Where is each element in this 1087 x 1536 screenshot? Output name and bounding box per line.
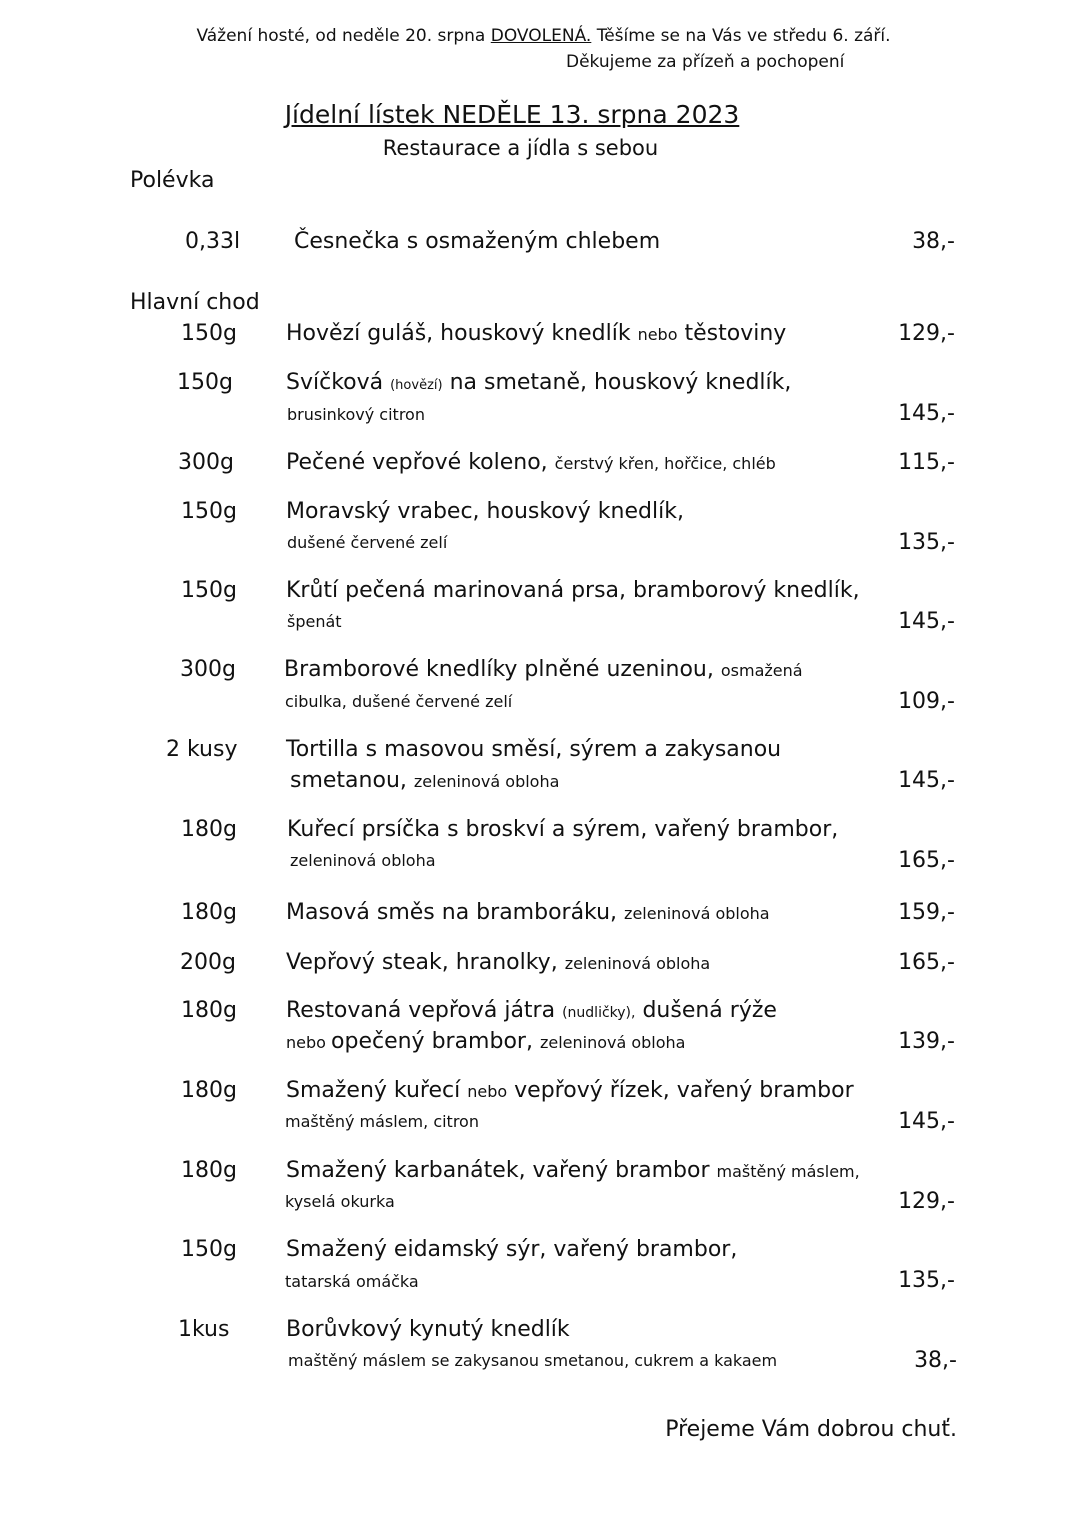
item-price: 129,-: [898, 1189, 955, 1214]
item-qty: 300g: [178, 450, 234, 475]
item-name: [286, 321, 786, 346]
closing-wish: Přejeme Vám dobrou chuť.: [665, 1417, 957, 1442]
item-name: [286, 1078, 854, 1103]
item-detail: špenát: [287, 612, 342, 631]
item-price: 38,-: [914, 1348, 957, 1373]
item-price: 115,-: [898, 450, 955, 475]
item-detail-small: zeleninová obloha: [413, 772, 560, 791]
item-qty: 150g: [181, 499, 237, 524]
item-name: Kuřecí prsíčka s broskví a sýrem, vařený brambor,: [287, 817, 839, 842]
notice-vacation: DOVOLENÁ.: [490, 26, 592, 46]
item-price: 159,-: [898, 900, 955, 925]
item-small: (nudličky),: [562, 1005, 636, 1021]
item-name: [286, 1158, 860, 1183]
item-price: 109,-: [898, 689, 955, 714]
item-detail: cibulka, dušené červené zelí: [285, 692, 513, 711]
item-qty: 150g: [181, 578, 237, 603]
item-main: Vepřový steak, hranolky,: [286, 950, 565, 975]
item-qty: 180g: [181, 900, 237, 925]
item-price: 145,-: [898, 609, 955, 634]
item-price: 139,-: [898, 1029, 955, 1054]
item-qty: 150g: [181, 1237, 237, 1262]
item-small: maštěný máslem,: [716, 1162, 860, 1181]
section-soup: Polévka: [130, 168, 215, 193]
item-qty: 1kus: [178, 1317, 230, 1342]
item-name: [286, 950, 710, 975]
item-detail: kyselá okurka: [285, 1192, 395, 1211]
item-main: Pečené vepřové koleno,: [286, 450, 555, 475]
item-detail: maštěný máslem, citron: [285, 1112, 479, 1131]
item-main: Bramborové knedlíky plněné uzeninou,: [284, 657, 721, 682]
item-main: Restovaná vepřová játra: [286, 998, 563, 1023]
item-small: čerstvý křen, hořčice, chléb: [554, 454, 776, 473]
item-small: (hovězí): [390, 378, 443, 393]
item-name: [286, 370, 791, 395]
item-name: [286, 450, 776, 475]
item-detail: zeleninová obloha: [290, 851, 436, 870]
item-name: Krůtí pečená marinovaná prsa, bramborový knedlík,: [286, 578, 860, 603]
item-main2: dušená rýže: [635, 998, 777, 1023]
soup-name: Česnečka s osmaženým chlebem: [294, 229, 661, 254]
menu-title: Jídelní lístek NEDĚLE 13. srpna 2023: [284, 100, 740, 129]
item-qty: 180g: [181, 817, 237, 842]
item-detail: [286, 1029, 685, 1054]
item-main2: na smetaně, houskový knedlík,: [442, 370, 792, 395]
item-name: [286, 900, 770, 925]
item-qty: 300g: [180, 657, 236, 682]
item-name: [284, 657, 803, 682]
closure-notice: [0, 26, 1087, 46]
item-detail-small: zeleninová obloha: [539, 1033, 686, 1052]
item-small: zeleninová obloha: [624, 904, 770, 923]
item-detail: brusinkový citron: [287, 405, 425, 424]
item-qty: 180g: [181, 1078, 237, 1103]
soup-qty: 0,33l: [185, 229, 241, 254]
item-name: [286, 998, 777, 1023]
section-main: Hlavní chod: [130, 290, 260, 315]
item-name: Moravský vrabec, houskový knedlík,: [286, 499, 684, 524]
item-price: 145,-: [898, 401, 955, 426]
item-price: 129,-: [898, 321, 955, 346]
item-price: 135,-: [898, 1268, 955, 1293]
item-name: Borůvkový kynutý knedlík: [286, 1317, 570, 1342]
menu-subtitle: Restaurace a jídla s sebou: [382, 136, 659, 160]
item-main: Hovězí guláš, houskový knedlík: [286, 321, 638, 346]
item-main: Smažený karbanátek, vařený brambor: [286, 1158, 717, 1183]
item-small: nebo: [637, 325, 678, 344]
item-qty: 150g: [181, 321, 237, 346]
item-qty: 2 kusy: [166, 737, 238, 762]
item-price: 135,-: [898, 530, 955, 555]
item-price: 145,-: [898, 768, 955, 793]
notice-text-2: Těšíme se na Vás ve středu 6. září.: [591, 26, 891, 46]
item-detail: dušené červené zelí: [287, 533, 448, 552]
item-detail-pre: nebo: [286, 1033, 332, 1052]
item-detail: maštěný máslem se zakysanou smetanou, cukrem a kakaem: [288, 1351, 778, 1370]
item-small: zeleninová obloha: [564, 954, 711, 973]
item-main2: vepřový řízek, vařený brambor: [507, 1078, 854, 1103]
item-small: osmažená: [720, 661, 803, 680]
item-qty: 150g: [177, 370, 233, 395]
item-price: 165,-: [898, 848, 955, 873]
item-main: Svíčková: [286, 370, 391, 395]
item-main2: těstoviny: [677, 321, 787, 346]
soup-price: 38,-: [912, 229, 955, 254]
item-name: Smažený eidamský sýr, vařený brambor,: [286, 1237, 738, 1262]
item-qty: 180g: [181, 998, 237, 1023]
item-detail: tatarská omáčka: [285, 1272, 419, 1291]
item-main: Masová směs na bramboráku,: [286, 900, 625, 925]
item-name: Tortilla s masovou směsí, sýrem a zakysanou: [286, 737, 782, 762]
item-detail-main: opečený brambor,: [331, 1029, 540, 1054]
item-detail-main: smetanou,: [290, 768, 414, 793]
item-main: Smažený kuřecí: [286, 1078, 468, 1103]
item-price: 145,-: [898, 1109, 955, 1134]
item-qty: 180g: [181, 1158, 237, 1183]
item-small: nebo: [467, 1082, 508, 1101]
notice-text: Vážení hosté, od neděle 20. srpna: [196, 26, 491, 46]
item-price: 165,-: [898, 950, 955, 975]
item-detail: [290, 768, 559, 793]
thanks-notice: Děkujeme za přízeň a pochopení: [566, 52, 845, 72]
item-qty: 200g: [180, 950, 236, 975]
